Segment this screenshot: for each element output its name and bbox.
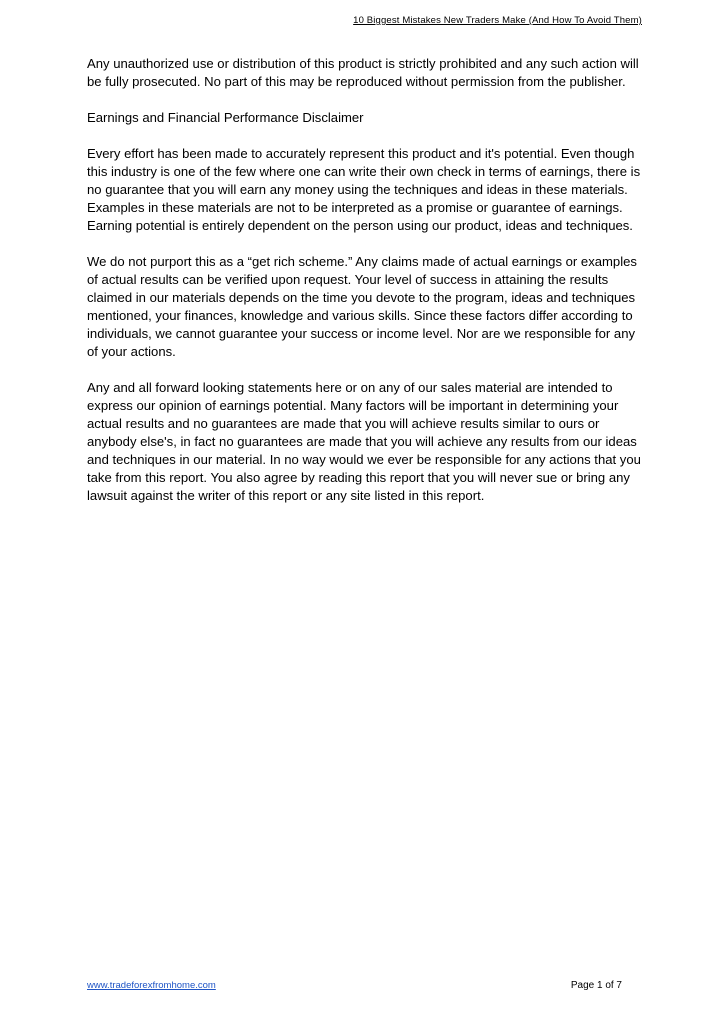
results-verification-paragraph: We do not purport this as a “get rich scheme.” Any claims made of actual earnings or examples of actual results can be verified upon request. Your level of success in attaining the results claimed in our materials depends on the time you devote to the program, ideas and techniques mentioned, your finances, knowledge and various skills. Since these factors differ according to individuals, we cannot guarantee your success or income level. Nor are we responsible for any of your actions. bbox=[87, 254, 637, 359]
earnings-representation-paragraph: Every effort has been made to accurately represent this product and it's potential. Even though this industry is one of the few where one can write their own check in terms of earnings, there is no guarantee that you will earn any money using the techniques and ideas in these materials. Examples in these materials are not to be interpreted as a promise or guarantee of earnings. Earning potential is entirely dependent on the person using our product, ideas and techniques. bbox=[87, 146, 641, 233]
running-header-title: 10 Biggest Mistakes New Traders Make (And How To Avoid Them) bbox=[353, 15, 642, 26]
disclaimer-heading: Earnings and Financial Performance Disclaimer bbox=[87, 110, 364, 125]
page-number: Page 1 of 7 bbox=[570, 980, 622, 991]
footer-website-link[interactable]: www.tradeforexfromhome.com bbox=[87, 980, 216, 991]
copyright-notice-paragraph: Any unauthorized use or distribution of this product is strictly prohibited and any such action will be fully prosecuted. No part of this may be reproduced without permission from the publisher. bbox=[87, 56, 639, 89]
document-body bbox=[87, 55, 647, 523]
forward-looking-statements-paragraph: Any and all forward looking statements here or on any of our sales material are intended to express our opinion of earnings potential. Many factors will be important in determining your actual results and no guarantees are made that you will achieve results similar to ours or anybody else's, in fact no guarantees are made that you will achieve any results from our ideas and techniques in our material. In no way would we ever be responsible for any actions that you take from this report. You also agree by reading this report that you will never sue or bring any lawsuit against the writer of this report or any site listed in this report. bbox=[87, 380, 641, 503]
